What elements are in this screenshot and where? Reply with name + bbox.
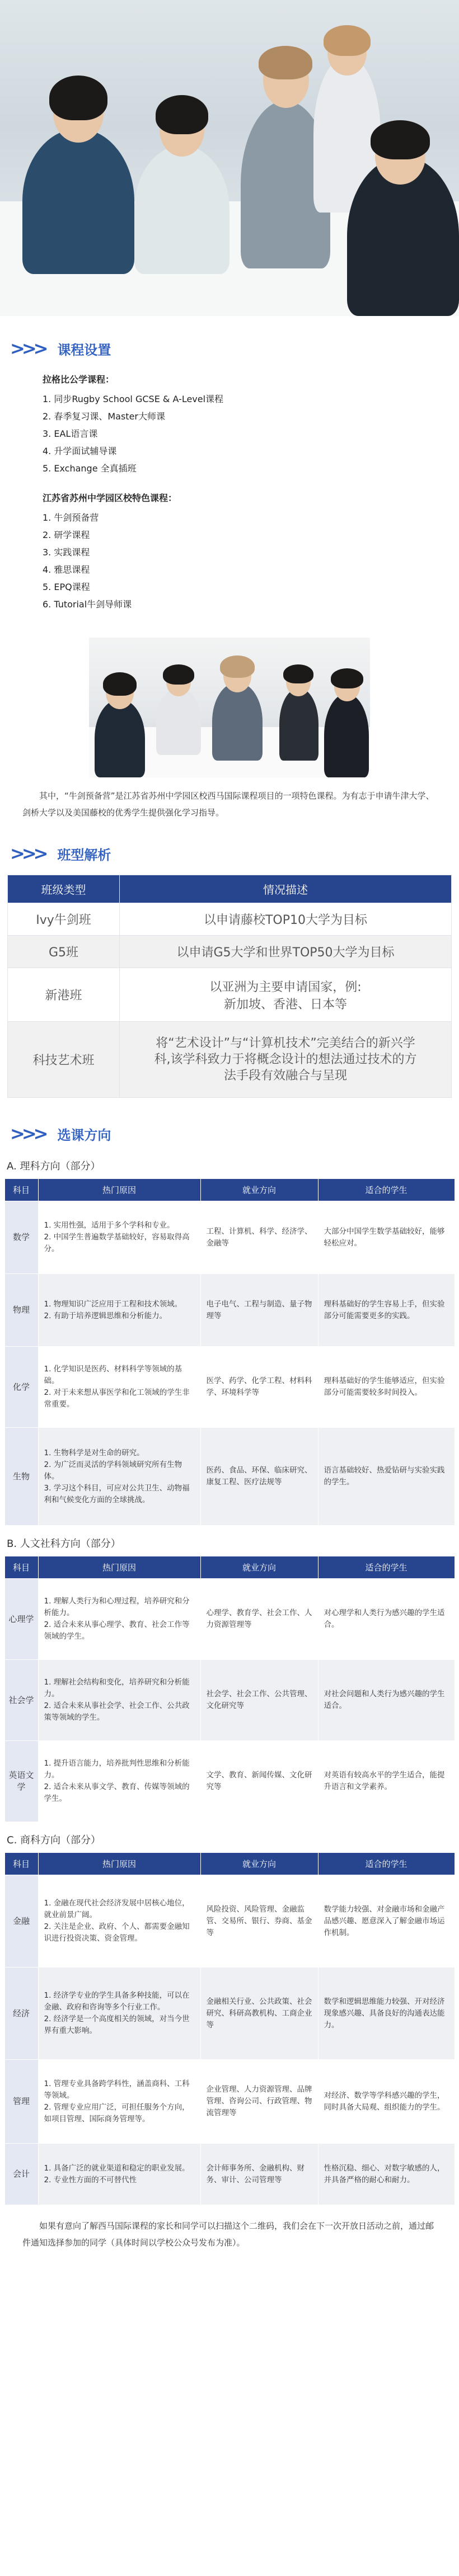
section-header-course xyxy=(0,332,459,365)
chevrons-icon: >>> xyxy=(10,338,45,359)
subject-cell: 英语文学 xyxy=(4,1741,38,1822)
fit-cell: 数学能力较强、对金融市场和金融产品感兴趣、愿意深入了解金融市场运作机制。 xyxy=(318,1875,455,1968)
class-desc-cell: 以申请G5大学和世界TOP50大学为目标 xyxy=(120,936,452,968)
science-table xyxy=(4,1178,455,1526)
classroom-photo-top xyxy=(0,0,459,316)
subject-cell: 管理 xyxy=(4,2060,38,2144)
column-header-subject: 科目 xyxy=(4,1179,38,1201)
subject-cell: 会计 xyxy=(4,2144,38,2205)
list-item: 3. 实践课程 xyxy=(43,547,90,558)
fit-cell: 大部分中国学生数学基础较好，能够轻松应对。 xyxy=(318,1201,455,1274)
suzhou-course-heading: 江苏省苏州中学园区校特色课程： xyxy=(43,493,177,503)
direction-cell: 心理学、教育学、社会工作、人力资源管理等 xyxy=(200,1579,318,1660)
column-header-hot: 热门原因 xyxy=(38,1853,200,1875)
list-item: 4. 雅思课程 xyxy=(43,564,90,575)
class-desc-cell: 将“艺术设计”与“计算机技术”完美结合的新兴学科,该学科致力于将概念设计的想法通过技术的方法手段有效融合与呈现 xyxy=(120,1022,452,1098)
table-row xyxy=(8,1022,452,1098)
hot-cell: 1. 理解人类行为和心理过程，培养研究和分析能力。 2. 适合未来从事心理学、教育、社会工作等领域的学生。 xyxy=(38,1579,200,1660)
hot-cell: 1. 具备广泛的就业渠道和稳定的职业发展。 2. 专业性方面的不可替代性 xyxy=(38,2144,200,2205)
british-course-heading: 拉格比公学课程： xyxy=(43,374,115,385)
direction-cell: 企业管理、人力资源管理、品牌管理、咨询公司、行政管理、物流管理等 xyxy=(200,2060,318,2144)
column-header-subject: 科目 xyxy=(4,1853,38,1875)
class-desc-cell: 以亚洲为主要申请国家，例: 新加坡、香港、日本等 xyxy=(120,968,452,1022)
column-header-hot: 热门原因 xyxy=(38,1179,200,1201)
classroom-photo-mid xyxy=(89,638,370,777)
table-row xyxy=(4,1968,455,2060)
class-type-cell: G5班 xyxy=(8,936,120,968)
class-desc-cell: 以申请藤校TOP10大学为目标 xyxy=(120,903,452,936)
british-course-list xyxy=(0,365,459,477)
subject-cell: 经济 xyxy=(4,1968,38,2060)
science-subtitle: A. 理科方向（部分） xyxy=(7,1160,101,1172)
hot-cell: 1. 物理知识广泛应用于工程和技术领域。 2. 有助于培养逻辑思维和分析能力。 xyxy=(38,1274,200,1347)
table-row xyxy=(8,936,452,968)
column-header-direction: 就业方向 xyxy=(200,1556,318,1579)
direction-cell: 风险投资、风险管理、金融监管、交易所、银行、券商、基金等 xyxy=(200,1875,318,1968)
subject-cell: 数学 xyxy=(4,1201,38,1274)
class-type-table xyxy=(7,875,452,1098)
section-title-course: 课程设置 xyxy=(57,342,111,358)
column-header-fit: 适合的学生 xyxy=(318,1179,455,1201)
business-subtitle: C. 商科方向（部分） xyxy=(7,1834,101,1846)
fit-cell: 对心理学和人类行为感兴趣的学生适合。 xyxy=(318,1579,455,1660)
class-type-cell: 科技艺术班 xyxy=(8,1022,120,1098)
column-header-fit: 适合的学生 xyxy=(318,1556,455,1579)
column-header-subject: 科目 xyxy=(4,1556,38,1579)
table-row xyxy=(4,1579,455,1660)
fit-cell: 对社会问题和人类行为感兴趣的学生适合。 xyxy=(318,1660,455,1741)
direction-cell: 医学、药学、化学工程、材料科学、环境科学等 xyxy=(200,1347,318,1428)
fit-cell: 语言基础较好、热爱钻研与实验实践的学生。 xyxy=(318,1428,455,1526)
fit-cell: 对经济、数学等学科感兴趣的学生，同时具备大局观、组织能力的学生。 xyxy=(318,2060,455,2144)
column-header-type: 班级类型 xyxy=(8,875,120,903)
list-item: 2. 春季复习课、Master大师课 xyxy=(43,411,165,422)
class-type-cell: 新港班 xyxy=(8,968,120,1022)
subject-cell: 社会学 xyxy=(4,1660,38,1741)
section-header-major xyxy=(0,1117,459,1150)
direction-cell: 金融相关行业、公共政策、社会研究、科研高教机构、工商企业等 xyxy=(200,1968,318,2060)
subject-cell: 化学 xyxy=(4,1347,38,1428)
list-item: 5. EPQ课程 xyxy=(43,582,90,592)
subject-cell: 心理学 xyxy=(4,1579,38,1660)
hot-cell: 1. 经济学专业的学生具备多种技能，可以在金融、政府和咨询等多个行业工作。 2. 经济学是一个高度相关的领域，对当今世界有重大影响。 xyxy=(38,1968,200,2060)
fit-cell: 数学和逻辑思维能力较强、开对经济现象感兴趣、具备良好的沟通表达能力。 xyxy=(318,1968,455,2060)
hot-cell: 1. 实用性强，适用于多个学科和专业。 2. 中国学生普遍数学基础较好，容易取得高分。 xyxy=(38,1201,200,1274)
suzhou-course-list xyxy=(0,477,459,613)
humanities-subtitle: B. 人文社科方向（部分） xyxy=(7,1538,121,1550)
table-row xyxy=(4,1347,455,1428)
table-row xyxy=(4,1660,455,1741)
direction-cell: 会计师事务所、金融机构、财务、审计、公司管理等 xyxy=(200,2144,318,2205)
table-row xyxy=(4,1201,455,1274)
column-header-hot: 热门原因 xyxy=(38,1556,200,1579)
table-row xyxy=(4,2060,455,2144)
list-item: 3. EAL语言课 xyxy=(43,428,98,439)
direction-cell: 医药、食品、环保、临床研究、康复工程、医疗法规等 xyxy=(200,1428,318,1526)
table-row xyxy=(4,1428,455,1526)
chevrons-icon: >>> xyxy=(10,843,45,864)
column-header-direction: 就业方向 xyxy=(200,1853,318,1875)
table-row xyxy=(4,1741,455,1822)
hot-cell: 1. 理解社会结构和变化，培养研究和分析能力。 2. 适合未来从事社会学、社会工作、公共政策等领域的学生。 xyxy=(38,1660,200,1741)
intro-paragraph: 其中，“牛剑预备营”是江苏省苏州中学园区校西马国际课程项目的一项特色课程。为有志于申请牛津大学、剑桥大学以及美国藤校的优秀学生提供强化学习指导。 xyxy=(22,791,434,818)
class-type-cell: Ivy牛剑班 xyxy=(8,903,120,936)
fit-cell: 理科基础好的学生容易上手，但实验部分可能需要更多的实践。 xyxy=(318,1274,455,1347)
list-item: 2. 研学课程 xyxy=(43,530,90,540)
list-item: 1. 同步Rugby School GCSE & A-Level课程 xyxy=(43,394,224,404)
section-title-major: 选课方向 xyxy=(57,1127,111,1143)
table-row xyxy=(8,968,452,1022)
direction-cell: 工程、计算机、科学、经济学、金融等 xyxy=(200,1201,318,1274)
outro-paragraph: 如果有意向了解西马国际课程的家长和同学可以扫描这个二维码，我们会在下一次开放日活动之前，通过邮件通知选择参加的同学（具体时间以学校公众号发布为准）。 xyxy=(22,2221,434,2248)
fit-cell: 理科基础好的学生能够适应，但实验部分可能需要较多时间投入。 xyxy=(318,1347,455,1428)
section-header-class xyxy=(0,837,459,870)
business-table xyxy=(4,1852,455,2205)
list-item: 1. 牛剑预备营 xyxy=(43,512,99,523)
direction-cell: 电子电气、工程与制造、量子物理等 xyxy=(200,1274,318,1347)
list-item: 6. Tutorial牛剑导师课 xyxy=(43,599,132,610)
chevrons-icon: >>> xyxy=(10,1123,45,1144)
table-row xyxy=(4,1274,455,1347)
fit-cell: 对英语有较高水平的学生适合，能提升语言和文学素养。 xyxy=(318,1741,455,1822)
column-header-fit: 适合的学生 xyxy=(318,1853,455,1875)
section-title-class: 班型解析 xyxy=(57,847,111,863)
subject-cell: 金融 xyxy=(4,1875,38,1968)
direction-cell: 社会学、社会工作、公共管理、文化研究等 xyxy=(200,1660,318,1741)
table-row xyxy=(4,2144,455,2205)
hot-cell: 1. 化学知识是医药、材料科学等领域的基础。 2. 对于未来想从事医学和化工领域的学生非常重要。 xyxy=(38,1347,200,1428)
hot-cell: 1. 提升语言能力，培养批判性思维和分析能力。 2. 适合未来从事文学、教育、传媒等领域的学生。 xyxy=(38,1741,200,1822)
hot-cell: 1. 管理专业具备跨学科性，涵盖商科、工科等领域。 2. 管理专业应用广泛，可担任服务个方向，如项目管理、国际商务管理等。 xyxy=(38,2060,200,2144)
column-header-desc: 情况描述 xyxy=(120,875,452,903)
hot-cell: 1. 生物科学是对生命的研究。 2. 为广泛而灵活的学科领域研究所有生物体。 3. 学习这个科目，可应对公共卫生、动物福利和气候变化方面的全球挑战。 xyxy=(38,1428,200,1526)
fit-cell: 性格沉稳、细心、对数字敏感的人，并具备严格的耐心和耐力。 xyxy=(318,2144,455,2205)
table-row xyxy=(8,903,452,936)
list-item: 4. 升学面试辅导课 xyxy=(43,446,117,456)
subject-cell: 生物 xyxy=(4,1428,38,1526)
hot-cell: 1. 金融在现代社会经济发展中居核心地位，就业前景广阔。 2. 关注是企业、政府、个人、都需要金融知识进行投资决策、资金管理。 xyxy=(38,1875,200,1968)
table-row xyxy=(4,1875,455,1968)
humanities-table xyxy=(4,1556,455,1822)
direction-cell: 文学、教育、新闻传媒、文化研究等 xyxy=(200,1741,318,1822)
column-header-direction: 就业方向 xyxy=(200,1179,318,1201)
subject-cell: 物理 xyxy=(4,1274,38,1347)
list-item: 5. Exchange 全真插班 xyxy=(43,463,137,474)
